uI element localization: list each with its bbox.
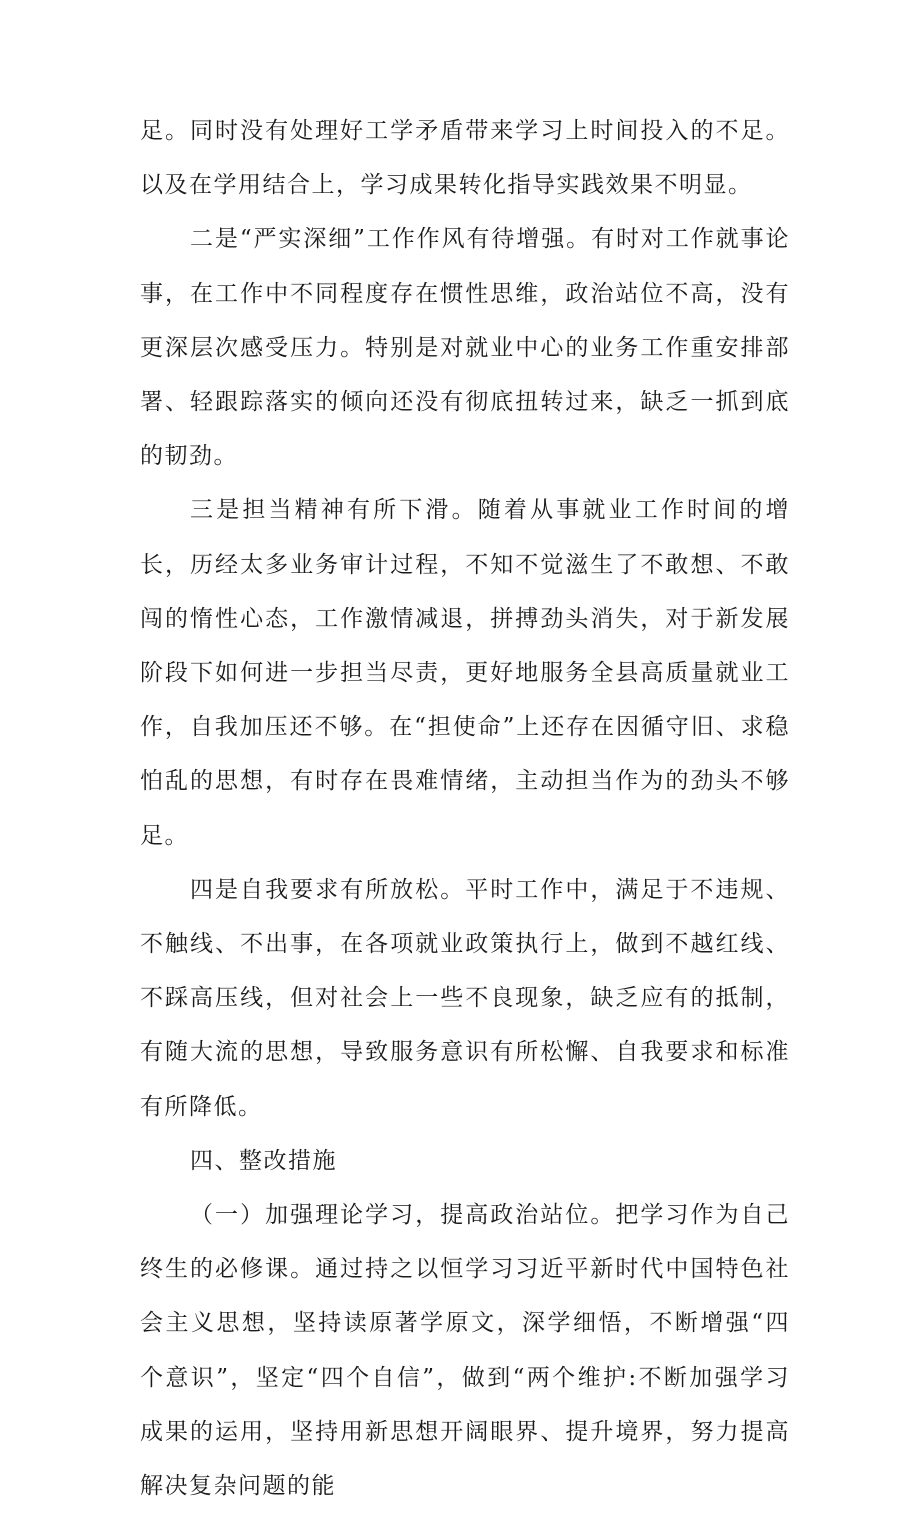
section-heading-rectification: 四、整改措施	[190, 1147, 337, 1174]
paragraph-theory-study: （一）加强理论学习，提高政治站位。把学习作为自己终生的必修课。通过持之以恒学习习近平新时代中国特色社会主义思想，坚持读原著学原文，深学细悟，不断增强“四个意识”，坚定“四个自信”，做到“两个维护:不断加强学习成果的运用，坚持用新思想开阔眼界、提升境界，努力提高解决复杂问题的能	[140, 1202, 790, 1500]
document-body	[140, 104, 790, 1513]
paragraph-responsibility: 三是担当精神有所下滑。随着从事就业工作时间的增长，历经太多业务审计过程，不知不觉滋生了不敢想、不敢闯的惰性心态，工作激情减退，拼搏劲头消失，对于新发展阶段下如何进一步担当尽责，更好地服务全县高质量就业工作，自我加压还不够。在“担使命”上还存在因循守旧、求稳怕乱的思想，有时存在畏难情绪，主动担当作为的劲头不够足。	[140, 497, 790, 849]
paragraph-work-style: 二是“严实深细”工作作风有待增强。有时对工作就事论事，在工作中不同程度存在惯性思维，政治站位不高，没有更深层次感受压力。特别是对就业中心的业务工作重安排部署、轻跟踪落实的倾向还没有彻底扭转过来，缺乏一抓到底的韧劲。	[140, 226, 790, 470]
paragraph-continuation: 足。同时没有处理好工学矛盾带来学习上时间投入的不足。以及在学用结合上，学习成果转化指导实践效果不明显。	[140, 118, 790, 199]
paragraph-self-discipline: 四是自我要求有所放松。平时工作中，满足于不违规、不触线、不出事，在各项就业政策执行上，做到不越红线、不踩高压线，但对社会上一些不良现象，缺乏应有的抵制，有随大流的思想，导致服务意识有所松懈、自我要求和标准有所降低。	[140, 876, 790, 1120]
